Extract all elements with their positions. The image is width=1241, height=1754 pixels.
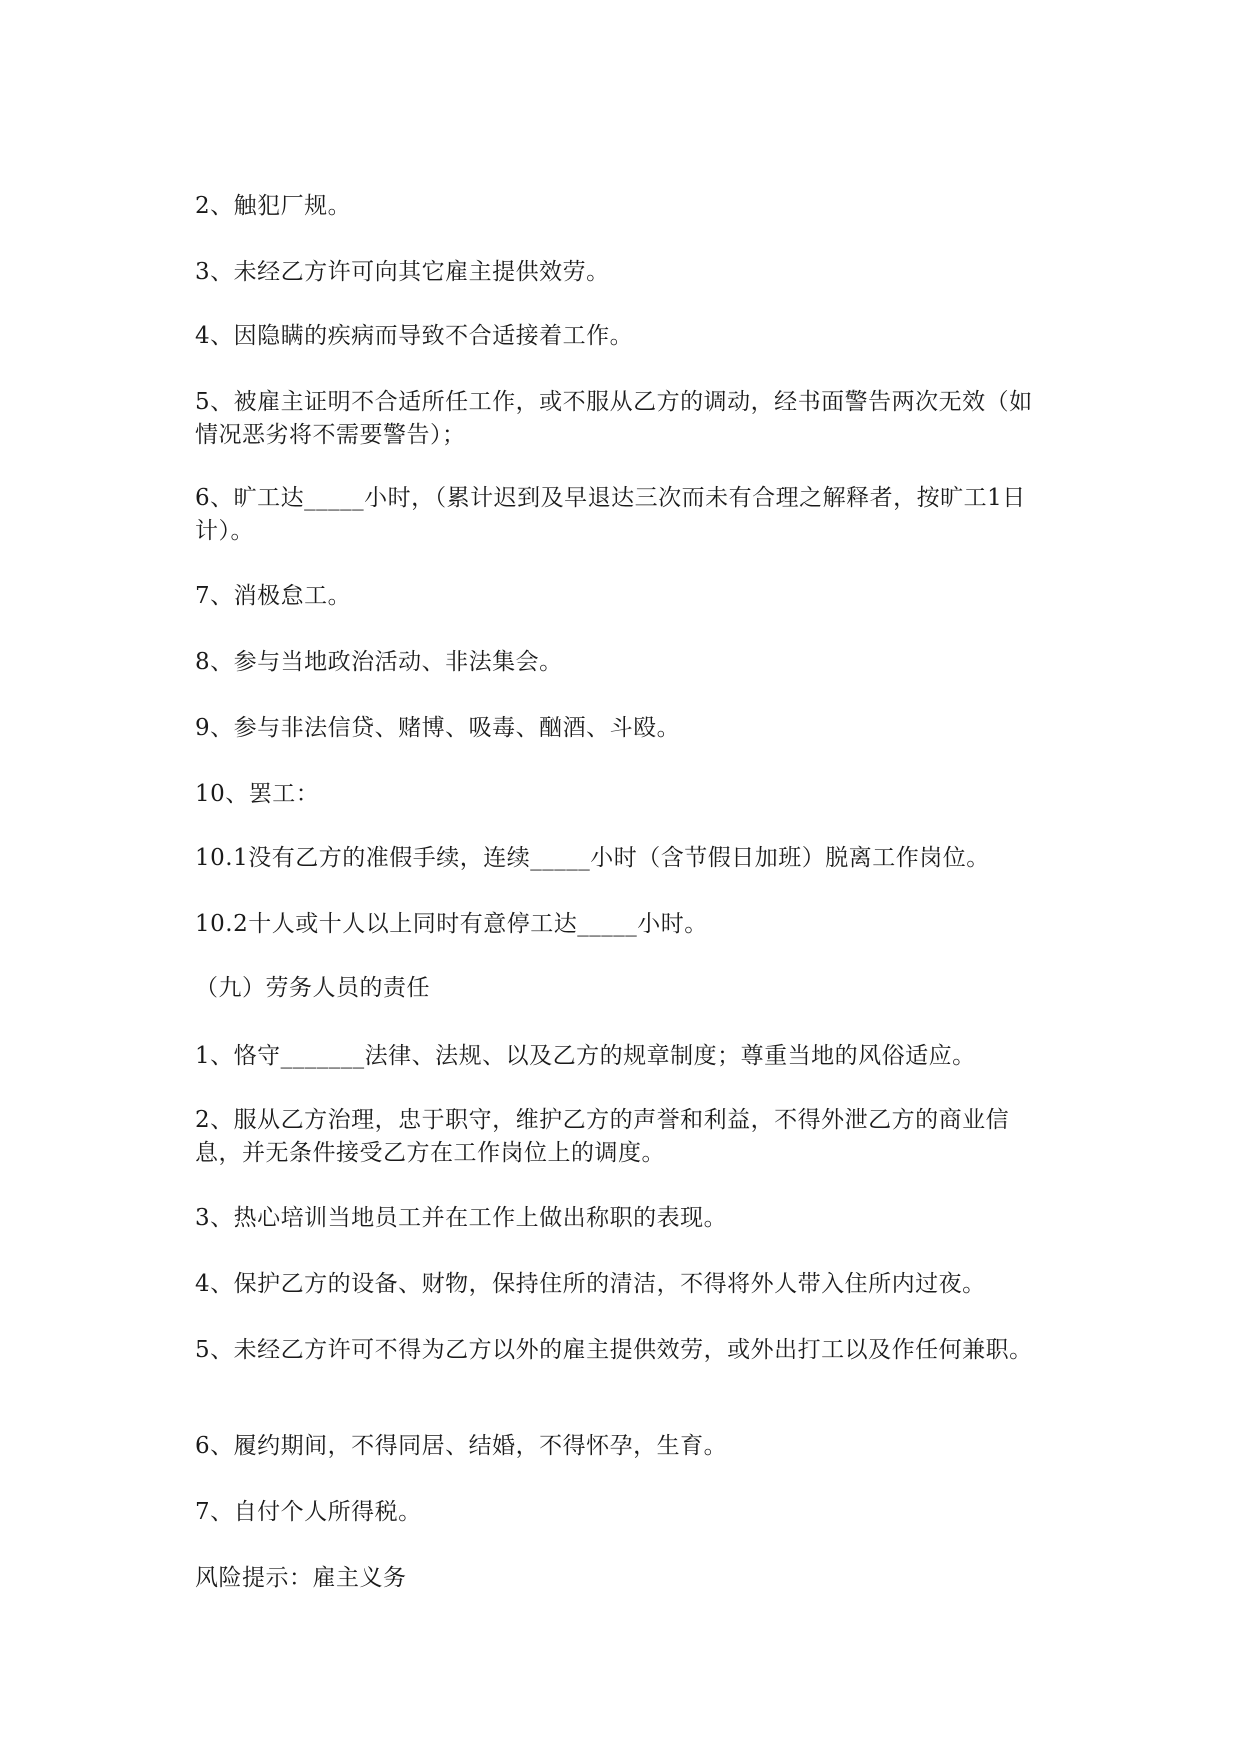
paragraph-duty-1: 1、恪守_______法律、法规、以及乙方的规章制度；尊重当地的风俗适应。 bbox=[195, 1043, 976, 1069]
paragraph-duty-2: 2、服从乙方治理，忠于职守，维护乙方的声誉和利益，不得外泄乙方的商业信息，并无条件接受乙方在工作岗位上的调度。 bbox=[195, 1107, 1010, 1166]
paragraph-clause-4: 4、因隐瞒的疾病而导致不合适接着工作。 bbox=[195, 323, 634, 349]
paragraph-clause-9: 9、参与非法信贷、赌博、吸毒、酗酒、斗殴。 bbox=[195, 715, 681, 741]
risk-notice: 风险提示：雇主义务 bbox=[195, 1565, 407, 1591]
paragraph-duty-7: 7、自付个人所得税。 bbox=[195, 1499, 422, 1525]
paragraph-duty-4: 4、保护乙方的设备、财物，保持住所的清洁，不得将外人带入住所内过夜。 bbox=[195, 1271, 986, 1297]
paragraph-clause-7: 7、消极怠工。 bbox=[195, 583, 352, 609]
paragraph-clause-10-2: 10.2十人或十人以上同时有意停工达_____小时。 bbox=[195, 911, 708, 937]
paragraph-clause-6: 6、旷工达_____小时，（累计迟到及早退达三次而未有合理之解释者，按旷工1日计）。 bbox=[195, 485, 1026, 544]
paragraph-clause-3: 3、未经乙方许可向其它雇主提供效劳。 bbox=[195, 259, 610, 285]
paragraph-clause-10: 10、罢工： bbox=[195, 781, 320, 807]
paragraph-clause-8: 8、参与当地政治活动、非法集会。 bbox=[195, 649, 563, 675]
paragraph-duty-3: 3、热心培训当地员工并在工作上做出称职的表现。 bbox=[195, 1205, 728, 1231]
paragraph-clause-10-1: 10.1没有乙方的准假手续，连续_____小时（含节假日加班）脱离工作岗位。 bbox=[195, 845, 990, 871]
paragraph-clause-2: 2、触犯厂规。 bbox=[195, 193, 352, 219]
paragraph-duty-6: 6、履约期间，不得同居、结婚，不得怀孕，生育。 bbox=[195, 1433, 728, 1459]
paragraph-duty-5: 5、未经乙方许可不得为乙方以外的雇主提供效劳，或外出打工以及作任何兼职。 bbox=[195, 1337, 1033, 1363]
paragraph-clause-5: 5、被雇主证明不合适所任工作，或不服从乙方的调动，经书面警告两次无效（如情况恶劣将不需要警告）； bbox=[195, 389, 1033, 448]
section-heading: （九）劳务人员的责任 bbox=[195, 975, 430, 1001]
